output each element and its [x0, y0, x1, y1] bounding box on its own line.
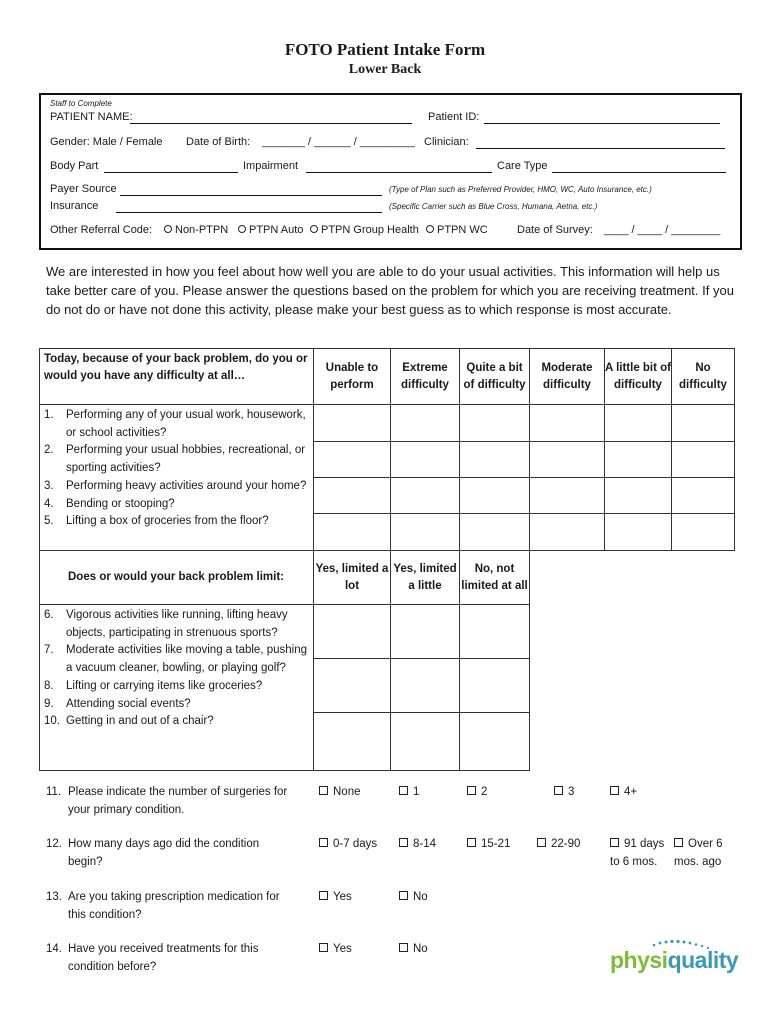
- care-type-label: Care Type: [497, 160, 548, 172]
- question-item: 1. Performing any of your usual work, housework, or school activities?: [44, 409, 306, 439]
- question-item: 2. Performing your usual hobbies, recreational, or sporting activities?: [44, 444, 306, 475]
- body-part-field[interactable]: [104, 172, 238, 173]
- logo-text-part1: physi: [610, 947, 668, 973]
- question-11: 11. Please indicate the number of surgeries for your primary condition.: [46, 786, 288, 816]
- dob-field[interactable]: _______ / ______ / _________: [262, 136, 415, 148]
- col-header: Moderate difficulty: [530, 349, 605, 405]
- question-item: 7. Moderate activities like moving a table, pushing a vacuum cleaner, bowling, or playing golf?: [44, 644, 307, 675]
- answer-cell[interactable]: [391, 659, 460, 713]
- question-14: 14. Have you received treatments for this condition before?: [46, 943, 259, 973]
- q14-option-yes[interactable]: Yes: [319, 941, 352, 959]
- table1-question-header: Today, because of your back problem, do you or would you have any difficulty at all…: [40, 349, 314, 405]
- physiquality-logo: [610, 935, 739, 979]
- answer-cell[interactable]: [391, 514, 460, 551]
- q12-option-91-days[interactable]: 91 days to 6 mos.: [610, 838, 665, 868]
- answer-cell[interactable]: [530, 514, 605, 551]
- gender-field[interactable]: Gender: Male / Female: [50, 136, 163, 148]
- answer-cell[interactable]: [391, 713, 460, 771]
- radio-icon: [164, 225, 172, 233]
- patient-id-field[interactable]: [484, 123, 720, 124]
- survey-date-label: Date of Survey:: [517, 224, 593, 236]
- q13-option-no[interactable]: No: [399, 889, 428, 907]
- question-item: 5. Lifting a box of groceries from the floor?: [44, 515, 269, 528]
- answer-cell[interactable]: [530, 405, 605, 442]
- table2-header-row: [40, 551, 735, 605]
- radio-icon: [238, 225, 246, 233]
- question-12: 12. How many days ago did the condition begin?: [46, 838, 260, 868]
- q11-option-4plus[interactable]: 4+: [610, 784, 637, 802]
- answer-cell[interactable]: [460, 478, 530, 514]
- impairment-label: Impairment: [243, 160, 299, 172]
- question-item: 4. Bending or stooping?: [44, 497, 175, 510]
- answer-cell[interactable]: [530, 478, 605, 514]
- patient-name-field[interactable]: [130, 123, 412, 124]
- referral-code-label: Other Referral Code:: [50, 224, 153, 236]
- table-row: [40, 605, 735, 659]
- answer-cell[interactable]: [672, 478, 735, 514]
- answer-cell[interactable]: [460, 713, 530, 771]
- checkbox-icon: [319, 786, 328, 795]
- answer-cell[interactable]: [672, 442, 735, 478]
- answer-cell[interactable]: [605, 405, 672, 442]
- referral-option-ptpn-auto[interactable]: PTPN Auto: [238, 224, 303, 236]
- answer-cell[interactable]: [605, 442, 672, 478]
- table2-question-header: Does or would your back problem limit:: [40, 551, 314, 605]
- staff-section-label: Staff to Complete: [50, 99, 112, 108]
- clinician-field[interactable]: [476, 148, 725, 149]
- patient-id-label: Patient ID:: [428, 111, 480, 123]
- intro-paragraph: We are interested in how you feel about how well you are able to do your usual activities. This information will help us take better care of you. Please answer the questions based on the problem for which you are receiving treatment. If you do not do or have not done this activity, please make your best guess as to which response is most accurate.: [46, 264, 734, 317]
- answer-cell[interactable]: [314, 478, 391, 514]
- table1-header-row: [40, 349, 735, 405]
- referral-option-non-ptpn[interactable]: Non-PTPN: [164, 224, 228, 236]
- checkbox-icon: [610, 786, 619, 795]
- answer-cell[interactable]: [314, 659, 391, 713]
- checkbox-icon: [399, 838, 408, 847]
- checkbox-icon: [537, 838, 546, 847]
- impairment-field[interactable]: [306, 172, 492, 173]
- insurance-note: (Specific Carrier such as Blue Cross, Humana, Aetna, etc.): [389, 202, 598, 211]
- table-row: [40, 405, 735, 442]
- payer-source-note: (Type of Plan such as Preferred Provider, HMO, WC, Auto Insurance, etc.): [389, 185, 652, 194]
- radio-icon: [310, 225, 318, 233]
- q14-option-no[interactable]: No: [399, 941, 428, 959]
- q11-option-2[interactable]: 2: [467, 784, 487, 802]
- questionnaire-table: [39, 348, 735, 771]
- answer-cell[interactable]: [314, 514, 391, 551]
- checkbox-icon: [319, 943, 328, 952]
- checkbox-icon: [319, 891, 328, 900]
- checkbox-icon: [554, 786, 563, 795]
- question-item: 9. Attending social events?: [44, 697, 191, 710]
- q12-option-over-6-mos[interactable]: Over 6 mos. ago: [674, 838, 723, 868]
- col-header: No, not limited at all: [460, 551, 530, 605]
- q13-option-yes[interactable]: Yes: [319, 889, 352, 907]
- col-header: Yes, limited a little: [391, 551, 460, 605]
- insurance-label: Insurance: [50, 200, 99, 212]
- q12-option-8-14[interactable]: 8-14: [399, 836, 436, 854]
- dob-label: Date of Birth:: [186, 136, 251, 148]
- checkbox-icon: [467, 786, 476, 795]
- answer-cell[interactable]: [460, 405, 530, 442]
- answer-cell[interactable]: [530, 442, 605, 478]
- q12-option-15-21[interactable]: 15-21: [467, 836, 510, 854]
- answer-cell[interactable]: [391, 605, 460, 659]
- form-subtitle: Lower Back: [348, 62, 422, 77]
- q11-option-1[interactable]: 1: [399, 784, 419, 802]
- question-item: 3. Performing heavy activities around your home?: [44, 479, 307, 492]
- answer-cell[interactable]: [672, 514, 735, 551]
- referral-option-ptpn-wc[interactable]: PTPN WC: [426, 224, 488, 236]
- checkbox-icon: [610, 838, 619, 847]
- question-item: 8. Lifting or carrying items like groceries?: [44, 679, 263, 692]
- insurance-field[interactable]: [116, 212, 382, 213]
- form-title: FOTO Patient Intake Form: [284, 40, 486, 59]
- col-header: Unable to perform: [314, 349, 391, 405]
- radio-icon: [426, 225, 434, 233]
- checkbox-icon: [399, 891, 408, 900]
- col-header: No difficulty: [672, 349, 735, 405]
- q11-option-none[interactable]: None: [319, 784, 361, 802]
- answer-cell[interactable]: [672, 405, 735, 442]
- q11-option-3[interactable]: 3: [554, 784, 574, 802]
- question-13: 13. Are you taking prescription medication for this condition?: [46, 891, 280, 921]
- answer-cell[interactable]: [314, 405, 391, 442]
- logo-text-part2: quality: [667, 947, 739, 973]
- answer-cell[interactable]: [460, 442, 530, 478]
- answer-cell[interactable]: [605, 514, 672, 551]
- checkbox-icon: [399, 943, 408, 952]
- table1-questions: [40, 405, 314, 551]
- answer-cell[interactable]: [314, 605, 391, 659]
- payer-source-field[interactable]: [120, 195, 382, 196]
- col-header: A little bit of difficulty: [605, 349, 672, 405]
- checkbox-icon: [319, 838, 328, 847]
- answer-cell[interactable]: [314, 442, 391, 478]
- logo-wordmark: [610, 947, 738, 974]
- answer-cell[interactable]: [605, 478, 672, 514]
- q12-option-0-7-days[interactable]: 0-7 days: [319, 836, 377, 854]
- col-header: Extreme difficulty: [391, 349, 460, 405]
- payer-source-label: Payer Source: [50, 183, 117, 195]
- answer-cell[interactable]: [391, 405, 460, 442]
- answer-cell[interactable]: [391, 478, 460, 514]
- survey-date-field[interactable]: ____ / ____ / ________: [604, 224, 721, 236]
- question-item: 10. Getting in and out of a chair?: [44, 715, 214, 728]
- care-type-field[interactable]: [552, 172, 726, 173]
- checkbox-icon: [674, 838, 683, 847]
- patient-name-label: PATIENT NAME:: [50, 111, 133, 123]
- clinician-label: Clinician:: [424, 136, 469, 148]
- checkbox-icon: [399, 786, 408, 795]
- answer-cell[interactable]: [314, 713, 391, 771]
- checkbox-icon: [467, 838, 476, 847]
- table2-questions: [40, 605, 314, 771]
- question-item: 6. Vigorous activities like running, lifting heavy objects, participating in strenuous sports?: [44, 609, 288, 639]
- referral-option-ptpn-group-health[interactable]: PTPN Group Health: [310, 224, 419, 236]
- answer-cell[interactable]: [460, 514, 530, 551]
- answer-cell[interactable]: [391, 442, 460, 478]
- answer-cell[interactable]: [460, 659, 530, 713]
- col-header: Yes, limited a lot: [314, 551, 391, 605]
- body-part-label: Body Part: [50, 160, 99, 172]
- q12-option-22-90[interactable]: 22-90: [537, 836, 580, 854]
- answer-cell[interactable]: [460, 605, 530, 659]
- col-header: Quite a bit of difficulty: [460, 349, 530, 405]
